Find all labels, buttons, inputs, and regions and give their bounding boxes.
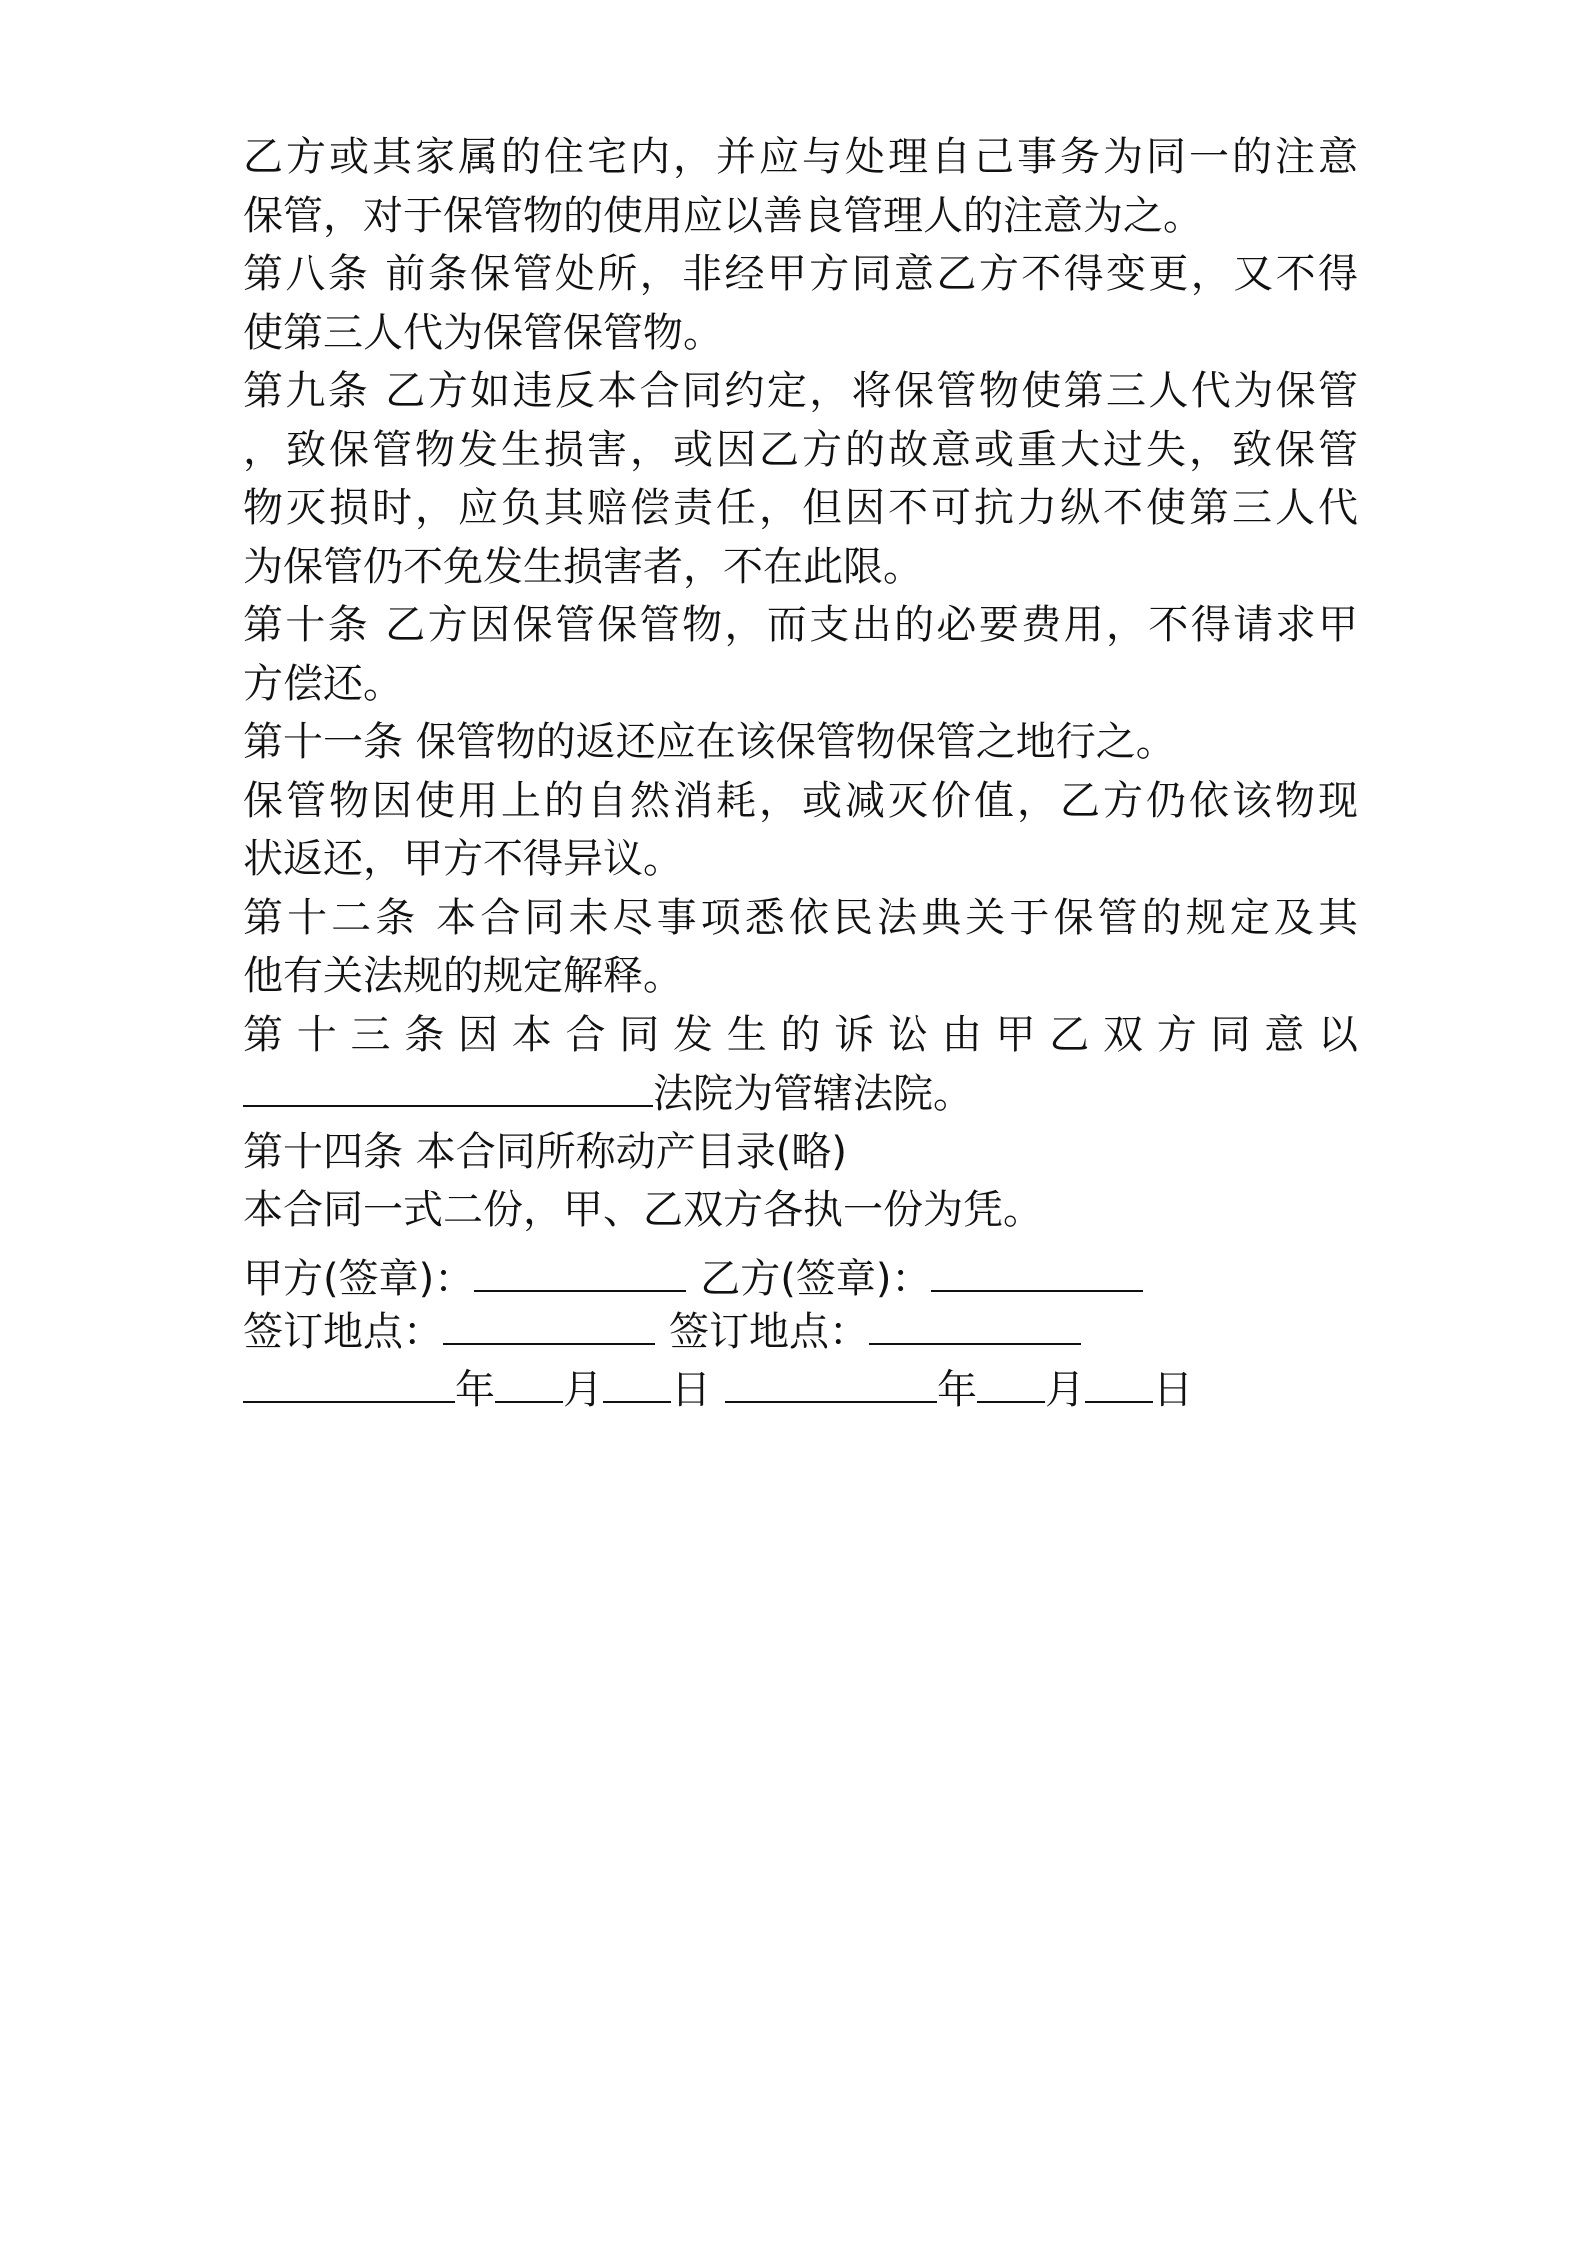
party-b-day-label: 日: [1153, 1367, 1193, 1413]
article-12-line-1: 第十二条 本合同未尽事项悉依民法典关于保管的规定及其: [243, 895, 1358, 941]
court-name-blank: [243, 1065, 653, 1107]
article-12-line-2: 他有关法规的规定解释。: [243, 953, 683, 999]
place-row: [243, 1303, 1358, 1359]
date-row: [243, 1361, 1358, 1417]
article-14: 第十四条 本合同所称动产目录(略): [243, 1129, 847, 1175]
party-a-year-label: 年: [455, 1367, 495, 1413]
party-a-place-blank: [443, 1303, 655, 1345]
party-a-place-label: 签订地点：: [243, 1309, 443, 1355]
party-b-year-label: 年: [937, 1367, 977, 1413]
copies-clause: 本合同一式二份，甲、乙双方各执一份为凭。: [243, 1187, 1043, 1233]
party-b-signature-blank: [931, 1250, 1143, 1292]
article-9-line-1: 第九条 乙方如违反本合同约定，将保管物使第三人代为保管: [243, 368, 1358, 414]
article-8-line-1: 第八条 前条保管处所，非经甲方同意乙方不得变更，又不得: [243, 251, 1358, 297]
party-b-year-blank: [725, 1361, 937, 1403]
party-a-day-label: 日: [671, 1367, 711, 1413]
article-9-line-4: 为保管仍不免发生损害者，不在此限。: [243, 544, 923, 590]
paragraph-line-2: 保管，对于保管物的使用应以善良管理人的注意为之。: [243, 193, 1203, 239]
article-10-line-2: 方偿还。: [243, 661, 403, 707]
party-a-month-label: 月: [563, 1367, 603, 1413]
article-9-line-2: ，致保管物发生损害，或因乙方的故意或重大过失，致保管: [243, 427, 1358, 473]
party-b-day-blank: [1085, 1361, 1153, 1403]
party-b-label: 乙方(签章)：: [700, 1256, 932, 1302]
article-11-line-1: 第十一条 保管物的返还应在该保管物保管之地行之。: [243, 719, 1176, 765]
party-a-year-blank: [243, 1361, 455, 1403]
article-11-line-2: 保管物因使用上的自然消耗，或减灭价值，乙方仍依该物现: [243, 778, 1358, 824]
article-13-line-2: [243, 1065, 1358, 1121]
party-a-day-blank: [603, 1361, 671, 1403]
court-suffix: 法院为管辖法院。: [653, 1071, 973, 1117]
party-a-month-blank: [495, 1361, 563, 1403]
party-b-place-label: 签订地点：: [669, 1309, 869, 1355]
party-b-month-blank: [977, 1361, 1045, 1403]
article-13-line-1: 第十三条因本合同发生的诉讼由甲乙双方同意以: [243, 1012, 1358, 1058]
article-11-line-3: 状返还，甲方不得异议。: [243, 836, 683, 882]
party-a-label: 甲方(签章)：: [243, 1256, 475, 1302]
party-b-month-label: 月: [1045, 1367, 1085, 1413]
article-8-line-2: 使第三人代为保管保管物。: [243, 310, 723, 356]
party-b-place-blank: [869, 1303, 1081, 1345]
article-9-line-3: 物灭损时，应负其赔偿责任，但因不可抗力纵不使第三人代: [243, 485, 1358, 531]
paragraph-line-1: 乙方或其家属的住宅内，并应与处理自己事务为同一的注意: [243, 134, 1358, 180]
party-a-signature-blank: [474, 1250, 686, 1292]
article-10-line-1: 第十条 乙方因保管保管物，而支出的必要费用，不得请求甲: [243, 602, 1358, 648]
signature-row: [243, 1250, 1358, 1306]
